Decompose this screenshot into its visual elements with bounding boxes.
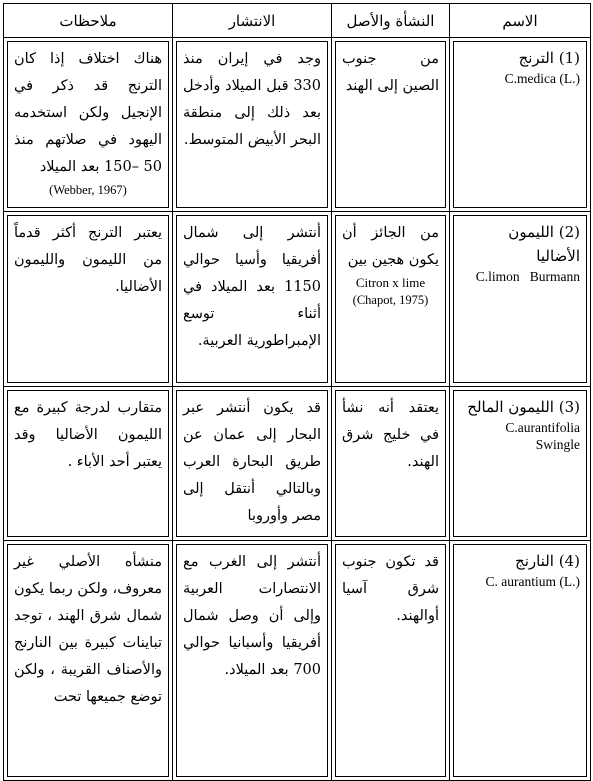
origin-text: قد تكون جنوب شرق آسيا أوالهند. (342, 554, 439, 624)
origin-cell (332, 212, 450, 387)
notes-cell (4, 541, 173, 781)
header-origin: النشأة والأصل (332, 4, 450, 38)
species-name-arabic: (3) الليمون المالح (467, 398, 580, 416)
table-row (4, 212, 591, 387)
header-spread: الانتشار (173, 4, 332, 38)
spread-text: أنتشر إلى شمال أفريقيا وأسيا حوالي 1150 بعد الميلاد في أثناء توسع الإمبراطورية العربية. (183, 225, 321, 349)
name-cell (450, 387, 591, 541)
species-name-latin: C.limon Burmann (475, 269, 580, 284)
species-name-latin: C.medica (L.) (504, 71, 580, 86)
notes-text: هناك اختلاف إذا كان الترنج قد ذكر في الإنجيل ولكن استخدمه اليهود في صلاتهم منذ 50 –150 بعد الميلاد (14, 51, 162, 175)
citrus-table (3, 3, 591, 781)
origin-text: من الجائز أن يكون هجين بين (342, 225, 439, 268)
origin-cell (332, 38, 450, 212)
name-cell (450, 541, 591, 781)
spread-cell (173, 38, 332, 212)
table-row (4, 387, 591, 541)
table-row (4, 541, 591, 781)
origin-text: من جنوب الصين إلى الهند (342, 51, 439, 94)
spread-text: قد يكون أنتشر عبر البحار إلى عمان عن طريق البحارة العرب وبالتالي أنتقل إلى مصر وأوروبا (183, 400, 321, 524)
header-name: الاسم (450, 4, 591, 38)
notes-text: يعتبر الترنج أكثر قدماً من الليمون والليمون الأضاليا. (14, 225, 162, 295)
name-cell (450, 212, 591, 387)
origin-cell (332, 541, 450, 781)
species-name-arabic: (2) الليمون الأضاليا (508, 223, 580, 265)
species-name-latin: C.aurantifolia Swingle (505, 420, 580, 452)
name-cell (450, 38, 591, 212)
notes-cell (4, 387, 173, 541)
spread-text: أنتشر إلى الغرب مع الانتصارات العربية وإلى أن وصل شمال أفريقيا وأسبانيا حوالي 700 بعد الميلاد. (183, 554, 321, 678)
spread-cell (173, 541, 332, 781)
notes-cell (4, 212, 173, 387)
origin-cell (332, 387, 450, 541)
notes-text: منشأه الأصلي غير معروف، ولكن ربما يكون شمال شرق الهند ، توجد تباينات كبيرة بين النارنج والأصناف القريبة ، ولكن توضع جميعها تحت (14, 554, 162, 705)
notes-text: متقارب لدرجة كبيرة مع الليمون الأضاليا وقد يعتبر أحد الأباء . (14, 400, 162, 470)
origin-reference: (Chapot, 1975) (352, 293, 429, 307)
origin-text: يعتقد أنه نشأ في خليج شرق الهند. (342, 400, 439, 470)
notes-cell (4, 38, 173, 212)
table-header-row (4, 4, 591, 38)
species-name-latin: C. aurantium (L.) (485, 574, 580, 589)
spread-cell (173, 212, 332, 387)
header-notes: ملاحظات (4, 4, 173, 38)
table-row (4, 38, 591, 212)
notes-reference: (Webber, 1967) (49, 183, 127, 197)
species-name-arabic: (4) النارنج (515, 552, 580, 570)
species-name-arabic: (1) الترنج (518, 49, 580, 67)
spread-text: وجد في إيران منذ 330 قبل الميلاد وأدخل بعد ذلك إلى منطقة البحر الأبيض المتوسط. (183, 51, 321, 148)
origin-hybrid-latin: Citron x lime (355, 275, 426, 290)
spread-cell (173, 387, 332, 541)
